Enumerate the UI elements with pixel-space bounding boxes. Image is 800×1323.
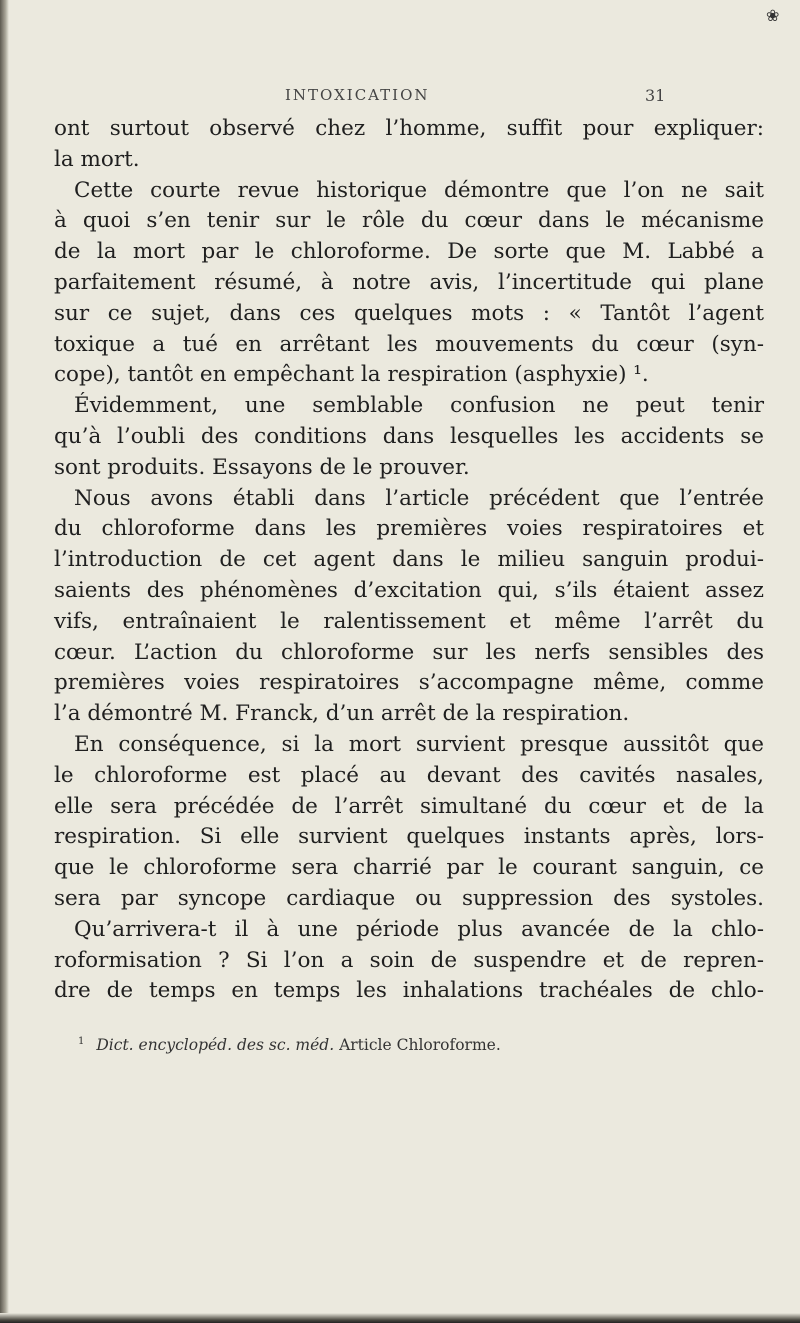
text-line: du chloroforme dans les premières voies respiratoires et [54,516,764,542]
footnote [78,1036,501,1054]
text-line: Cette courte revue historique démontre que l’on ne sait [74,177,764,203]
running-title: INTOXICATION [285,86,430,104]
text-line: ont surtout observé chez l’homme, suffit pour expliquer: [54,116,764,141]
text-line: Évidemment, une semblable confusion ne peut tenir [74,393,764,419]
text-line: qu’à l’oubli des conditions dans lesquelles les accidents se [54,423,764,449]
text-line: Nous avons établi dans l’article précédent que l’entrée [74,485,764,511]
text-line: l’a démontré M. Franck, d’un arrêt de la respiration. [54,701,630,727]
text-line: premières voies respiratoires s’accompagne même, comme [54,670,764,696]
text-line: le chloroforme est placé au devant des cavités nasales, [54,762,764,788]
text-line: de la mort par le chloroforme. De sorte que M. Labbé a [54,239,764,265]
text-line: cope), tantôt en empêchant la respiration (asphyxie) ¹. [54,362,649,388]
text-line: Qu’arrivera-t il à une période plus avancée de la chlo- [74,916,764,942]
text-line: parfaitement résumé, à notre avis, l’incertitude qui plane [54,269,764,295]
text-line: cœur. L’action du chloroforme sur les nerfs sensibles des [54,639,764,665]
page-number: 31 [645,86,666,105]
text-line: elle sera précédée de l’arrêt simultané du cœur et de la [54,793,764,819]
corner-mark: ❀ [766,6,780,25]
footnote-source: Dict. encyclopéd. des sc. méd. [96,1036,335,1055]
text-line: la mort. [54,146,140,172]
text-line: que le chloroforme sera charrié par le courant sanguin, ce [54,855,764,881]
page-left-shadow [0,0,9,1323]
text-line: sera par syncope cardiaque ou suppression des systoles. [54,885,764,911]
text-line: En conséquence, si la mort survient presque aussitôt que [74,731,764,757]
page-bottom-shadow [0,1313,800,1323]
page-header [0,86,800,116]
footnote-marker: 1 [78,1036,85,1047]
text-line: l’introduction de cet agent dans le milieu sanguin produi- [54,547,764,573]
text-line: saients des phénomènes d’excitation qui, s’ils étaient assez [54,577,764,603]
text-line: sur ce sujet, dans ces quelques mots : « Tantôt l’agent [54,300,764,326]
text-line: toxique a tué en arrêtant les mouvements du cœur (syn- [54,331,764,357]
text-line: vifs, entraînaient le ralentissement et même l’arrêt du [54,608,764,634]
text-line: respiration. Si elle survient quelques instants après, lors- [54,824,764,850]
text-line: sont produits. Essayons de le prouver. [54,454,470,480]
footnote-rest: Article Chloroforme. [334,1036,501,1055]
text-line: roformisation ? Si l’on a soin de suspendre et de repren- [54,947,764,973]
text-line: dre de temps en temps les inhalations trachéales de chlo- [54,978,764,1004]
body-text [54,114,764,1007]
text-line: à quoi s’en tenir sur le rôle du cœur dans le mécanisme [54,208,764,234]
